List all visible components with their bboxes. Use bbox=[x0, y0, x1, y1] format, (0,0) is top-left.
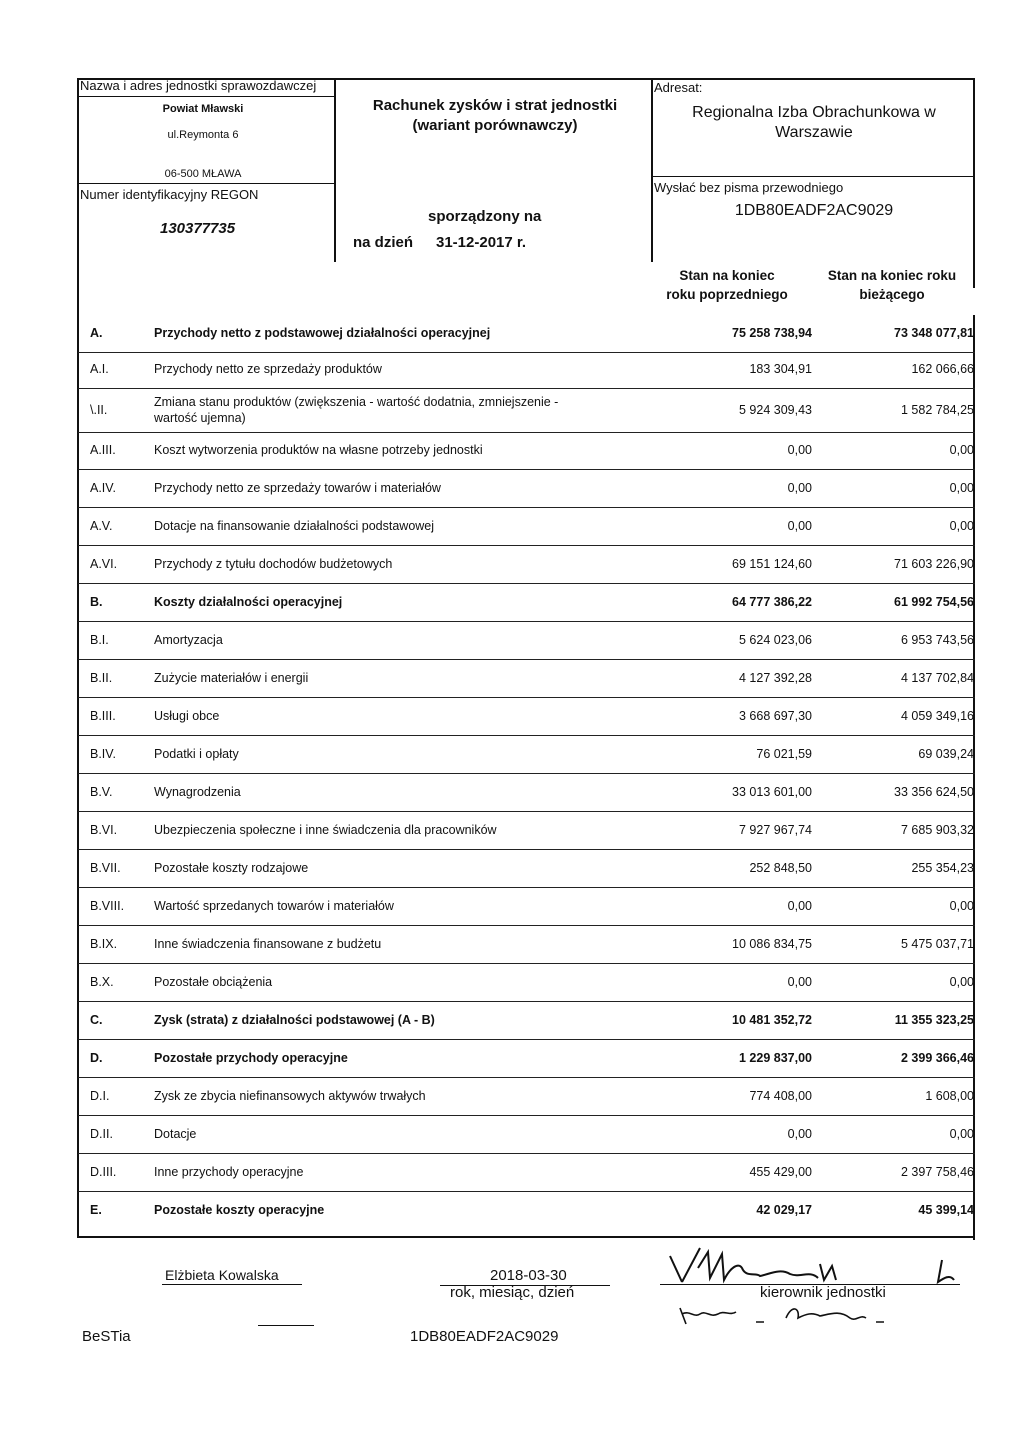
row-separator bbox=[78, 925, 975, 926]
divider bbox=[652, 176, 973, 177]
row-separator bbox=[78, 621, 975, 622]
row-separator bbox=[78, 583, 975, 584]
row-prev-value: 42 029,17 bbox=[756, 1203, 812, 1217]
col-curr-line1: Stan na koniec roku bbox=[827, 268, 957, 283]
row-separator bbox=[78, 469, 975, 470]
row-label: Inne świadczenia finansowane z budżetu bbox=[154, 937, 382, 951]
row-separator bbox=[78, 659, 975, 660]
row-prev-value: 183 304,91 bbox=[749, 362, 812, 376]
row-separator bbox=[78, 811, 975, 812]
row-code: A.VI. bbox=[90, 557, 118, 571]
row-separator bbox=[78, 1191, 975, 1192]
row-code: B.IV. bbox=[90, 747, 116, 761]
row-separator bbox=[78, 887, 975, 888]
row-label: Przychody netto ze sprzedaży produktów bbox=[154, 362, 382, 376]
row-code: A.IV. bbox=[90, 481, 116, 495]
divider bbox=[258, 1325, 314, 1326]
divider bbox=[78, 183, 334, 184]
row-code: B.III. bbox=[90, 709, 116, 723]
signature bbox=[660, 1238, 960, 1338]
divider bbox=[334, 78, 336, 262]
row-curr-value: 4 059 349,16 bbox=[901, 709, 974, 723]
divider bbox=[78, 96, 334, 97]
row-curr-value: 1 608,00 bbox=[925, 1089, 974, 1103]
row-code: B.VI. bbox=[90, 823, 118, 837]
row-label: Zysk (strata) z działalności podstawowej (A - B) bbox=[154, 1013, 435, 1027]
row-separator bbox=[78, 963, 975, 964]
preparer-name: Elżbieta Kowalska bbox=[165, 1267, 279, 1283]
software-name: BeSTia bbox=[82, 1328, 131, 1345]
row-code: B. bbox=[90, 595, 103, 609]
row-separator bbox=[78, 1039, 975, 1040]
addressee-line1: Regionalna Izba Obrachunkowa w bbox=[692, 104, 936, 121]
row-prev-value: 1 229 837,00 bbox=[739, 1051, 812, 1065]
row-prev-value: 4 127 392,28 bbox=[739, 671, 812, 685]
row-prev-value: 0,00 bbox=[787, 443, 812, 457]
row-separator bbox=[78, 849, 975, 850]
send-code: 1DB80EADF2AC9029 bbox=[734, 202, 894, 219]
row-prev-value: 0,00 bbox=[787, 519, 812, 533]
row-curr-value: 4 137 702,84 bbox=[901, 671, 974, 685]
report-subtitle: (wariant porównawczy) bbox=[412, 117, 578, 134]
row-prev-value: 774 408,00 bbox=[749, 1089, 812, 1103]
row-prev-value: 69 151 124,60 bbox=[732, 557, 812, 571]
row-label: Dotacje bbox=[154, 1127, 197, 1141]
row-curr-value: 162 066,66 bbox=[911, 362, 974, 376]
row-code: A.V. bbox=[90, 519, 113, 533]
row-curr-value: 0,00 bbox=[949, 1127, 974, 1141]
row-code: D. bbox=[90, 1051, 103, 1065]
row-separator bbox=[78, 432, 975, 433]
row-curr-value: 33 356 624,50 bbox=[894, 785, 974, 799]
row-prev-value: 10 481 352,72 bbox=[732, 1013, 812, 1027]
unit-street: ul.Reymonta 6 bbox=[167, 129, 239, 141]
col-prev-line2: roku poprzedniego bbox=[666, 287, 788, 302]
unit-name-label: Nazwa i adres jednostki sprawozdawczej bbox=[80, 78, 317, 93]
row-code: B.VII. bbox=[90, 861, 121, 875]
row-curr-value: 0,00 bbox=[949, 443, 974, 457]
row-separator bbox=[78, 1077, 975, 1078]
row-label: Inne przychody operacyjne bbox=[154, 1165, 304, 1179]
row-separator bbox=[78, 1115, 975, 1116]
row-prev-value: 0,00 bbox=[787, 1127, 812, 1141]
regon-value: 130377735 bbox=[160, 220, 236, 237]
unit-name: Powiat Mławski bbox=[162, 103, 244, 115]
row-code: A.I. bbox=[90, 362, 109, 376]
row-label: Dotacje na finansowanie działalności podstawowej bbox=[154, 519, 435, 533]
regon-label: Numer identyfikacyjny REGON bbox=[80, 187, 259, 202]
row-code: A. bbox=[90, 326, 103, 340]
row-label-cont: wartość ujemna) bbox=[154, 411, 246, 425]
row-label: Zysk ze zbycia niefinansowych aktywów trwałych bbox=[154, 1089, 426, 1103]
addressee-line2: Warszawie bbox=[775, 124, 853, 141]
row-prev-value: 252 848,50 bbox=[749, 861, 812, 875]
row-code: B.I. bbox=[90, 633, 109, 647]
row-label: Przychody netto ze sprzedaży towarów i materiałów bbox=[154, 481, 441, 495]
row-label: Pozostałe przychody operacyjne bbox=[154, 1051, 348, 1065]
row-label: Przychody z tytułu dochodów budżetowych bbox=[154, 557, 393, 571]
row-curr-value: 45 399,14 bbox=[918, 1203, 974, 1217]
row-curr-value: 2 399 366,46 bbox=[901, 1051, 974, 1065]
addressee-label: Adresat: bbox=[654, 80, 703, 95]
row-code: D.I. bbox=[90, 1089, 110, 1103]
row-label: Wartość sprzedanych towarów i materiałów bbox=[154, 899, 394, 913]
row-label: Ubezpieczenia społeczne i inne świadczenia dla pracowników bbox=[154, 823, 497, 837]
row-separator bbox=[78, 388, 975, 389]
row-curr-value: 255 354,23 bbox=[911, 861, 974, 875]
row-label: Usługi obce bbox=[154, 709, 220, 723]
row-separator bbox=[78, 1153, 975, 1154]
row-prev-value: 7 927 967,74 bbox=[739, 823, 812, 837]
col-prev-line1: Stan na koniec bbox=[679, 268, 775, 283]
row-curr-value: 0,00 bbox=[949, 899, 974, 913]
row-label: Zużycie materiałów i energii bbox=[154, 671, 309, 685]
row-curr-value: 5 475 037,71 bbox=[901, 937, 974, 951]
head-caption: kierownik jednostki bbox=[760, 1284, 886, 1301]
row-prev-value: 0,00 bbox=[787, 975, 812, 989]
row-label: Koszt wytworzenia produktów na własne potrzeby jednostki bbox=[154, 443, 483, 457]
row-code: B.IX. bbox=[90, 937, 118, 951]
row-curr-value: 0,00 bbox=[949, 975, 974, 989]
row-prev-value: 33 013 601,00 bbox=[732, 785, 812, 799]
row-prev-value: 76 021,59 bbox=[756, 747, 812, 761]
row-label: Przychody netto z podstawowej działalności operacyjnej bbox=[154, 326, 491, 340]
row-separator bbox=[78, 545, 975, 546]
row-prev-value: 3 668 697,30 bbox=[739, 709, 812, 723]
row-curr-value: 73 348 077,81 bbox=[894, 326, 974, 340]
row-prev-value: 455 429,00 bbox=[749, 1165, 812, 1179]
row-separator bbox=[78, 697, 975, 698]
divider bbox=[651, 78, 653, 262]
row-prev-value: 5 924 309,43 bbox=[739, 403, 812, 417]
row-prev-value: 0,00 bbox=[787, 481, 812, 495]
row-curr-value: 1 582 784,25 bbox=[901, 403, 974, 417]
row-label: Koszty działalności operacyjnej bbox=[154, 595, 343, 609]
col-curr-line2: bieżącego bbox=[859, 287, 925, 302]
row-code: B.X. bbox=[90, 975, 114, 989]
row-code: E. bbox=[90, 1203, 102, 1217]
report-date: 31-12-2017 r. bbox=[436, 234, 527, 251]
row-label: Pozostałe koszty rodzajowe bbox=[154, 861, 309, 875]
divider bbox=[162, 1284, 302, 1285]
prepared-label: sporządzony na bbox=[428, 208, 542, 225]
row-curr-value: 2 397 758,46 bbox=[901, 1165, 974, 1179]
row-code: D.II. bbox=[90, 1127, 113, 1141]
row-prev-value: 75 258 738,94 bbox=[732, 326, 812, 340]
row-separator bbox=[78, 735, 975, 736]
row-prev-value: 0,00 bbox=[787, 899, 812, 913]
row-curr-value: 11 355 323,25 bbox=[894, 1013, 974, 1027]
row-prev-value: 5 624 023,06 bbox=[739, 633, 812, 647]
row-separator bbox=[78, 1001, 975, 1002]
row-label: Podatki i opłaty bbox=[154, 747, 239, 761]
row-code: D.III. bbox=[90, 1165, 117, 1179]
unit-city: 06-500 MŁAWA bbox=[164, 168, 242, 180]
row-code: A.III. bbox=[90, 443, 116, 457]
row-curr-value: 69 039,24 bbox=[918, 747, 974, 761]
footer-code: 1DB80EADF2AC9029 bbox=[410, 1328, 559, 1345]
footer-date-caption: rok, miesiąc, dzień bbox=[450, 1284, 575, 1301]
row-code: B.VIII. bbox=[90, 899, 125, 913]
report-title: Rachunek zysków i strat jednostki bbox=[372, 97, 618, 114]
row-curr-value: 0,00 bbox=[949, 481, 974, 495]
row-label: Wynagrodzenia bbox=[154, 785, 241, 799]
row-separator bbox=[78, 352, 975, 353]
row-code: B.V. bbox=[90, 785, 113, 799]
row-curr-value: 71 603 226,90 bbox=[894, 557, 974, 571]
footer-date: 2018-03-30 bbox=[490, 1267, 567, 1284]
row-curr-value: 61 992 754,56 bbox=[894, 595, 974, 609]
row-code: C. bbox=[90, 1013, 103, 1027]
row-separator bbox=[78, 773, 975, 774]
row-label: Pozostałe obciążenia bbox=[154, 975, 273, 989]
send-label: Wysłać bez pisma przewodniego bbox=[654, 180, 844, 195]
row-prev-value: 10 086 834,75 bbox=[732, 937, 812, 951]
row-code: \.II. bbox=[90, 403, 108, 417]
row-curr-value: 6 953 743,56 bbox=[901, 633, 974, 647]
row-prev-value: 64 777 386,22 bbox=[732, 595, 812, 609]
row-separator bbox=[78, 507, 975, 508]
row-label: Amortyzacja bbox=[154, 633, 223, 647]
row-code: B.II. bbox=[90, 671, 113, 685]
row-curr-value: 7 685 903,32 bbox=[901, 823, 974, 837]
row-label: Zmiana stanu produktów (zwiększenia - wartość dodatnia, zmniejszenie - bbox=[154, 395, 559, 409]
frame-right-edge-top bbox=[973, 78, 975, 288]
row-curr-value: 0,00 bbox=[949, 519, 974, 533]
date-label: na dzień bbox=[353, 234, 414, 251]
row-label: Pozostałe koszty operacyjne bbox=[154, 1203, 325, 1217]
